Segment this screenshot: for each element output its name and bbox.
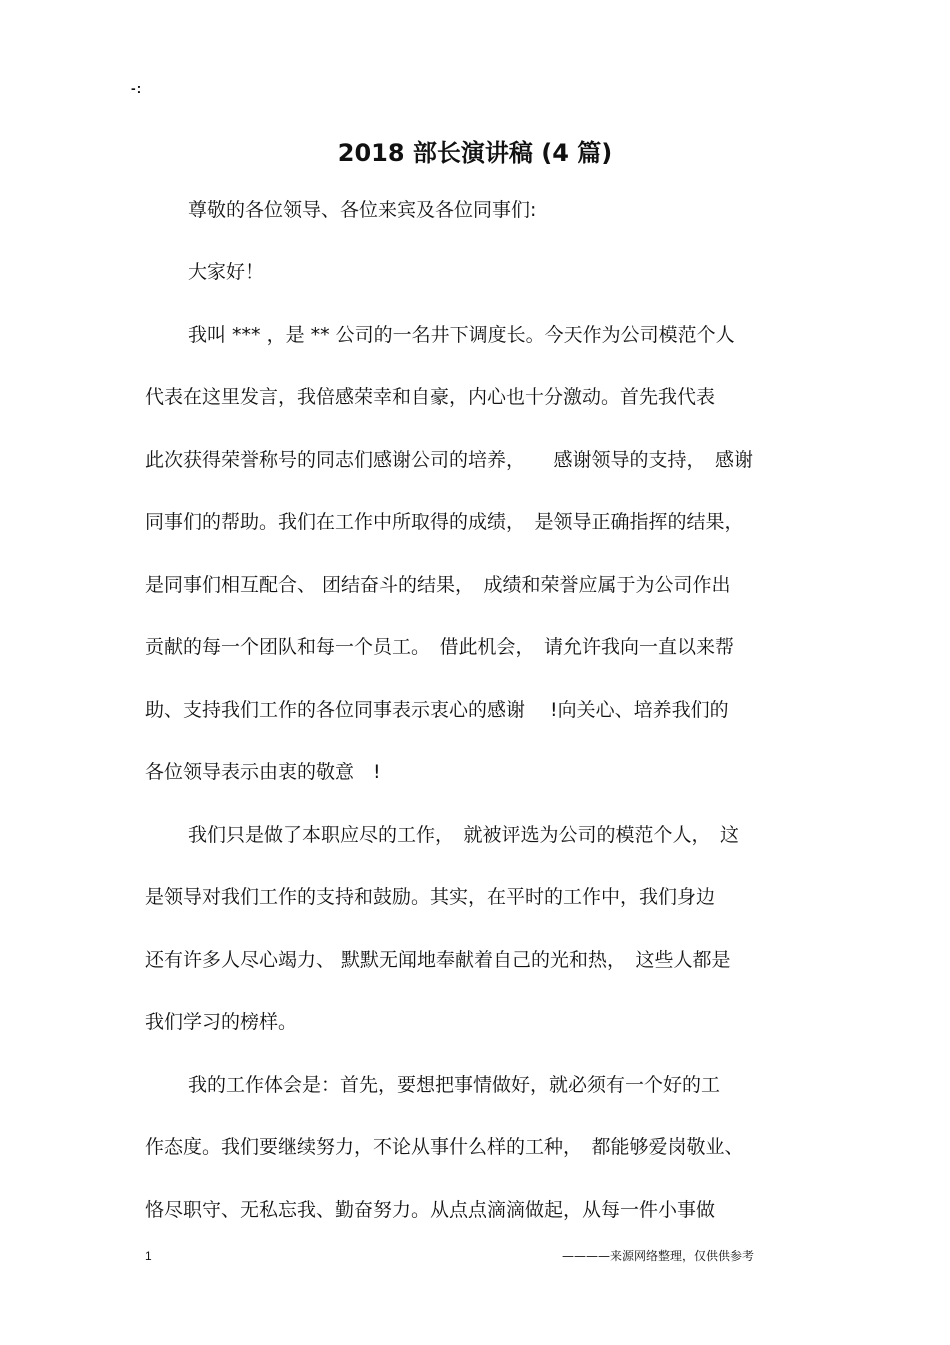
header-mark: -:: [131, 80, 143, 96]
paragraph-line: 是同事们相互配合、 团结奋斗的结果， 成绩和荣誉应属于为公司作出: [145, 574, 731, 596]
paragraph-line: 代表在这里发言，我倍感荣幸和自豪，内心也十分激动。首先我代表: [145, 386, 716, 408]
salutation-line: 尊敬的各位领导、各位来宾及各位同事们:: [188, 199, 537, 221]
paragraph-line: 贡献的每一个团队和每一个员工。 借此机会， 请允许我向一直以来帮: [145, 636, 735, 658]
paragraph-line: 同事们的帮助。我们在工作中所取得的成绩， 是领导正确指挥的结果，: [145, 511, 744, 533]
greeting-line: 大家好！: [188, 261, 265, 283]
paragraph-line: 还有许多人尽心竭力、 默默无闻地奉献着自己的光和热， 这些人都是: [145, 949, 731, 971]
paragraph-line: 我的工作体会是：首先，要想把事情做好，就必须有一个好的工: [188, 1074, 721, 1096]
paragraph-line: 是领导对我们工作的支持和鼓励。其实，在平时的工作中，我们身边: [145, 886, 716, 908]
paragraph-line: 各位领导表示由衷的敬意 !: [145, 761, 381, 783]
paragraph-line: 此次获得荣誉称号的同志们感谢公司的培养， 感谢领导的支持， 感谢: [145, 449, 754, 471]
page-number: 1: [145, 1249, 152, 1263]
paragraph-line: 恪尽职守、无私忘我、勤奋努力。从点点滴滴做起，从每一件小事做: [145, 1199, 716, 1221]
paragraph-line: 我叫 *** ，是 ** 公司的一名井下调度长。今天作为公司模范个人: [188, 324, 735, 346]
document-title: 2018 部长演讲稿 (4 篇): [337, 139, 613, 167]
paragraph-line: 助、支持我们工作的各位同事表示衷心的感谢 !向关心、培养我们的: [145, 699, 729, 721]
paragraph-line: 我们只是做了本职应尽的工作， 就被评选为公司的模范个人， 这: [188, 824, 740, 846]
paragraph-line: 作态度。我们要继续努力，不论从事什么样的工种， 都能够爱岗敬业、: [145, 1136, 744, 1158]
paragraph-line: 我们学习的榜样。: [145, 1011, 298, 1033]
footer-source-note: ————来源网络整理，仅供供参考: [561, 1249, 754, 1263]
